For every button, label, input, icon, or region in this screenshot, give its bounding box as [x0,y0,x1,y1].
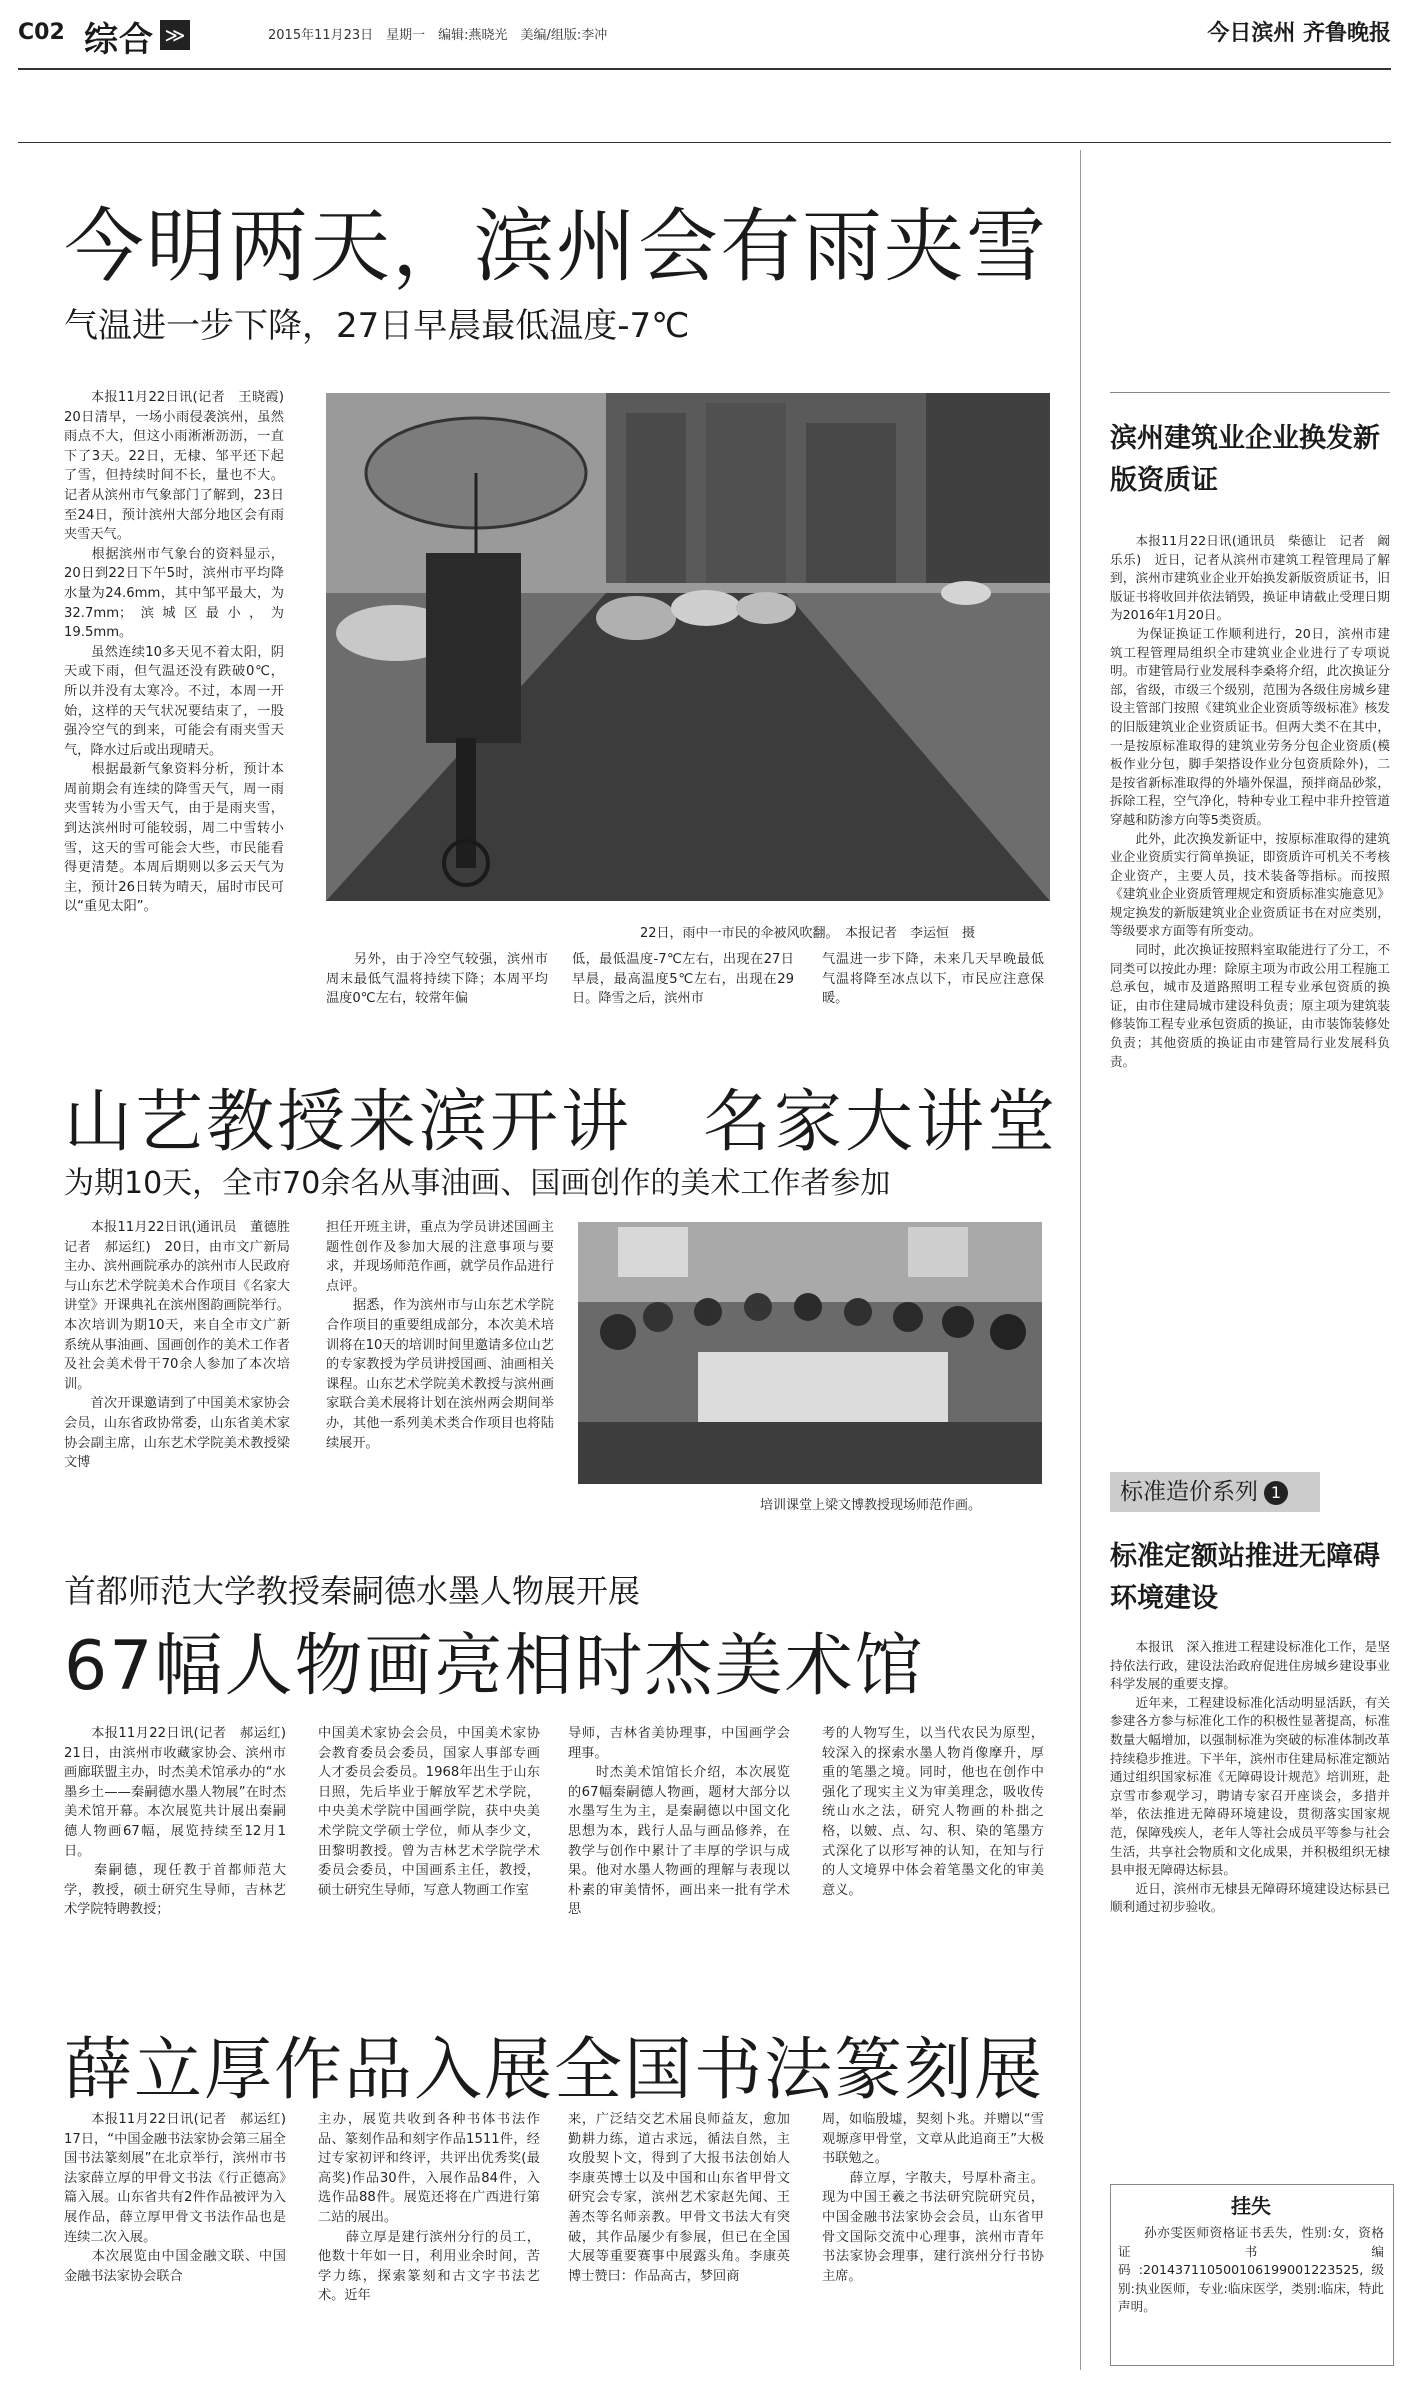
lost-notice-title: 挂失 [1231,2194,1271,2218]
rainy-street-photo [326,393,1050,901]
header-rule [18,68,1391,70]
article2-photo [578,1222,1042,1484]
sidebar2-headline: 标准定额站推进无障碍环境建设 [1110,1541,1380,1614]
divider [1110,392,1390,393]
sidebar1-body: 本报11月22日讯(通讯员 柴德让 记者 阚乐乐) 近日，记者从滨州市建筑工程管理局了解到，滨州市建筑业企业开始换发新版资质证书，旧版证书将收回并依法销毁，换证申请截止受理日期为2016年1月20日。 为保证换证工作顺利进行，20日，滨州市建筑工程管理局组织全市建筑业企业进行了专项说明。市建管局行业发展科李桑将介绍，此次换证分部，省级，市级三个级别，范围为各级住房城乡建设主管部门按照《建筑业企业资质等级标准》核发的旧版建筑业企业资质证书。但两大类不在其中，一是按原标准取得的建筑业劳务分包企业资质(模板作业分包，脚手架搭设作业分包资质除外)，二是按省新标准取得的外墙外保温，预拌商品砂浆，拆除工程，空气净化，特种专业工程中非升控管道穿越和防渗方向等5类资质。 此外，此次换发新证中，按原标准取得的建筑业企业资质实行简单换证，即资质许可机关不考核企业资产，主要人员，技术装备等指标。而按照《建筑业企业资质管理规定和资质标准实施意见》规定换发的新版建筑业企业资质证书在对应类别，等级要求方面等有所变动。 同时，此次换证按照料室取能进行了分工，不同类可以按此办理：除原主项为市政公用工程施工总承包，城市及道路照明工程专业承包资质的换证，由市住建局城市建设科负责；原主项为建筑装修装饰工程专业承包资质的换证，由市装饰装修处负责；其他资质的换证由市建管局行业发展科负责。 [1110,533,1390,1069]
article1-col1: 本报11月22日讯(记者 王晓霞) 20日清早，一场小雨侵袭滨州，虽然雨点不大，但这小雨淅淅沥沥，一直下了3天。22日，无棣、邹平还下起了雪，但持续时间不长，量也不大。记者从滨州市气象部门了解到，23日至24日，预计滨州大部分地区会有雨夹雪天气。 根据滨州市气象台的资料显示，20日到22日下午5时，滨州市平均降水量为24.6mm，其中邹平最大，为32.7mm；滨城区最小，为19.5mm。 虽然连续10多天见不着太阳，阴天或下雨，但气温还没有跌破0℃，所以并没有太寒冷。不过，本周一开始，这样的天气状况要结束了，一股强冷空气的到来，可能会有雨夹雪天气，降水过后或出现晴天。 根据最新气象资料分析，预计本周前期会有连续的降雪天气，周一雨夹雪转为小雪天气，由于是雨夹雪，到达滨州时可能较弱，周二中雪转小雪，这天的雪可能会大些，市民能看得更清楚。本周后期则以多云天气为主，预计26日转为晴天，届时市民可以“重见太阳”。 [64,390,284,915]
article1-col2: 另外，由于冷空气较强，滨州市周末最低气温将持续下降；本周平均温度0℃左右，较常年偏 [326,952,548,1007]
series-label [1110,1472,1320,1512]
article1-col4: 气温进一步下降，未来几天早晚最低气温将降至冰点以下，市民应注意保暖。 [822,952,1044,1007]
article4-col1: 本报11月22日讯(记者 郝运红) 17日，“中国金融书法家协会第三届全国书法篆刻展”在北京举行，滨州市书法家薛立厚的甲骨文书法《行正德高》篇入展。山东省共有2件作品被评为入展作品，薛立厚甲骨文书法作品也是连续二次入展。 本次展览由中国金融文联、中国金融书法家协会联合 [64,2112,286,2284]
article1-subhead: 气温进一步下降，27日早晨最低温度-7℃ [64,306,690,346]
article1-col3: 低，最低温度-7℃左右，出现在27日早晨，最高温度5℃左右，出现在29日。降雪之后，滨州市 [572,952,794,1007]
article2-headline: 山艺教授来滨开讲 名家大讲堂 [64,1083,1059,1162]
divider [18,142,1391,143]
column-divider [1080,150,1081,2370]
series-label-text: 标准造价系列 [1120,1479,1258,1505]
page-number: C02 [18,20,65,45]
article1-photo-caption: 22日，雨中一市民的伞被风吹翻。 本报记者 李运恒 摄 [640,926,976,941]
article2-photo-caption: 培训课堂上梁文博教授现场师范作画。 [760,1498,982,1513]
article3-col4: 考的人物写生，以当代农民为原型，较深入的探索水墨人物肖像摩升，厚重的笔墨之境。同时，他也在创作中强化了现实主义为审美理念，吸收传统山水之法，研究人物画的朴拙之格，以皴、点、勾、积、染的笔墨方式深化了以形写神的认知，在知与行的人文境界中体会着笔墨文化的审美意义。 [822,1726,1044,1898]
article2-subhead: 为期10天，全市70余名从事油画、国画创作的美术工作者参加 [64,1166,891,1201]
double-chevron-icon: ≫ [160,20,190,50]
article2-col2: 担任开班主讲，重点为学员讲述国画主题性创作及参加大展的注意事项与要求，并现场师范作画，就学员作品进行点评。 据悉，作为滨州市与山东艺术学院合作项目的重要组成部分，本次美术培训将在10天的培训时间里邀请多位山艺的专家教授为学员讲授国画、油画相关课程。山东艺术学院美术教授与滨州画家联合美术展将计划在滨州两会期间举办，其他一系列美术类合作项目也将陆续展开。 [326,1220,554,1451]
article3-col2: 中国美术家协会会员，中国美术家协会教育委员会委员，国家人事部专画人才委员会委员。1968年出生于山东日照，先后毕业于解放军艺术学院，中央美术学院中国画学院，获中央美术学院文学硕士学位，师从李少文，田黎明教授。曾为吉林艺术学院学术委员会委员，中国画系主任，教授，硕士研究生导师，写意人物画工作室 [318,1726,540,1898]
article2-col1: 本报11月22日讯(通讯员 董德胜 记者 郝运红) 20日，由市文广新局主办、滨州画院承办的滨州市人民政府与山东艺术学院美术合作项目《名家大讲堂》开课典礼在滨州图韵画院举行。本次培训为期10天，来自全市文广新系统从事油画、国画创作的美术工作者及社会美术骨干70余人参加了本次培训。 首次开课邀请到了中国美术家协会会员，山东省政协常委，山东省美术家协会副主席，山东艺术学院美术教授梁文博 [64,1220,290,1471]
classroom-photo [578,1222,1042,1484]
article4-col3: 来，广泛结交艺术届良师益友，愈加勤耕力练，道古求远，循法自然，主攻殷契卜文，得到了大报书法创始人李康英博士以及中国和山东省甲骨文研究会专家，滨州艺术家赵先闻、王善杰等名师亲教。甲骨文书法大有突破，其作品屡少有参展，但已在全国大展等重要赛事中展露头角。李康英博士赞曰：作品高古，梦回商 [568,2112,790,2284]
article3-col3: 导师，吉林省美协理事，中国画学会理事。 时杰美术馆馆长介绍，本次展览的67幅秦嗣德人物画，题材大部分以水墨写生为主，是秦嗣德以中国文化思想为本，践行人品与画品修养，在教学与创作中累计了丰厚的学识与成果。他对水墨人物画的理解与表现以朴素的审美情怀，画出来一批有学术思 [568,1726,790,1918]
lost-notice-body: 孙亦雯医师资格证书丢失，性别:女，资格证书编码:201437110500106199001223525,级别:执业医师，专业:临床医学，类别:临床，特此声明。 [1118,2225,1384,2315]
section-title: 综合 [84,20,154,60]
article3-col1: 本报11月22日讯(记者 郝运红) 21日，由滨州市收藏家协会、滨州市画廊联盟主办，时杰美术馆承办的“水墨乡土——秦嗣德水墨人物展”在时杰美术馆开幕。本次展览共计展出秦嗣德人物画67幅，展览持续至12月1日。 秦嗣德，现任教于首都师范大学，教授，硕士研究生导师，吉林艺术学院特聘教授； [64,1726,286,1918]
article4-headline: 薛立厚作品入展全国书法篆刻展 [64,2031,1045,2110]
sidebar1-headline: 滨州建筑业企业换发新版资质证 [1110,423,1380,496]
sidebar2-body: 本报讯 深入推进工程建设标准化工作，是坚持依法行政，建设法治政府促进住房城乡建设事业科学发展的重要支撑。 近年来，工程建设标准化活动明显活跃，有关参建各方参与标准化工作的积极性显著提高，标准数量大幅增加，以强制标准为突破的标准体制改革持续稳步推进。下半年，滨州市住建局标准定额站通过组织国家标准《无障碍设计规范》培训班，赴京雪市参观学习，聘请专家召开座谈会，多措并举，依法推进无障碍环境建设，贯彻落实国家规范，保障残疾人，老年人等社会成员平等参与社会生活，共享社会物质和文化成果，并积极组织无棣县申报无障碍达标县。 近日，滨州市无棣县无障碍环境建设达标县已顺利通过初步验收。 [1110,1639,1390,1915]
newspaper-brand: 今日滨州 齐鲁晚报 [1207,21,1391,46]
series-number-badge: 1 [1264,1481,1288,1505]
article1-headline: 今明两天，滨州会有雨夹雪 [64,200,1048,293]
issue-meta: 2015年11月23日 星期一 编辑:燕晓光 美编/组版:李冲 [268,28,608,43]
article1-photo [326,393,1050,901]
article3-headline: 67幅人物画亮相时杰美术馆 [64,1627,925,1706]
article3-pre-headline: 首都师范大学教授秦嗣德水墨人物展开展 [64,1572,641,1610]
article4-col4: 周，如临殷墟，契刻卜兆。并赠以“雪观塬彦甲骨堂，文章从此追商王”大极书联勉之。 薛立厚，字散夫，号厚朴斋主。现为中国王羲之书法研究院研究员，中国金融书法家协会会员，山东省甲骨文国际交流中心理事，滨州市青年书法家协会理事，建行滨州分行书协主席。 [822,2112,1044,2284]
article4-col2: 主办，展览共收到各种书体书法作品、篆刻作品和刻字作品1511件，经过专家初评和终评，共评出优秀奖(最高奖)作品30件，入展作品84件，入选作品88件。展览还将在广西进行第二站的展出。 薛立厚是建行滨州分行的员工，他数十年如一日，利用业余时间，苦学力练，探索篆刻和古文字书法艺术。近年 [318,2112,540,2304]
